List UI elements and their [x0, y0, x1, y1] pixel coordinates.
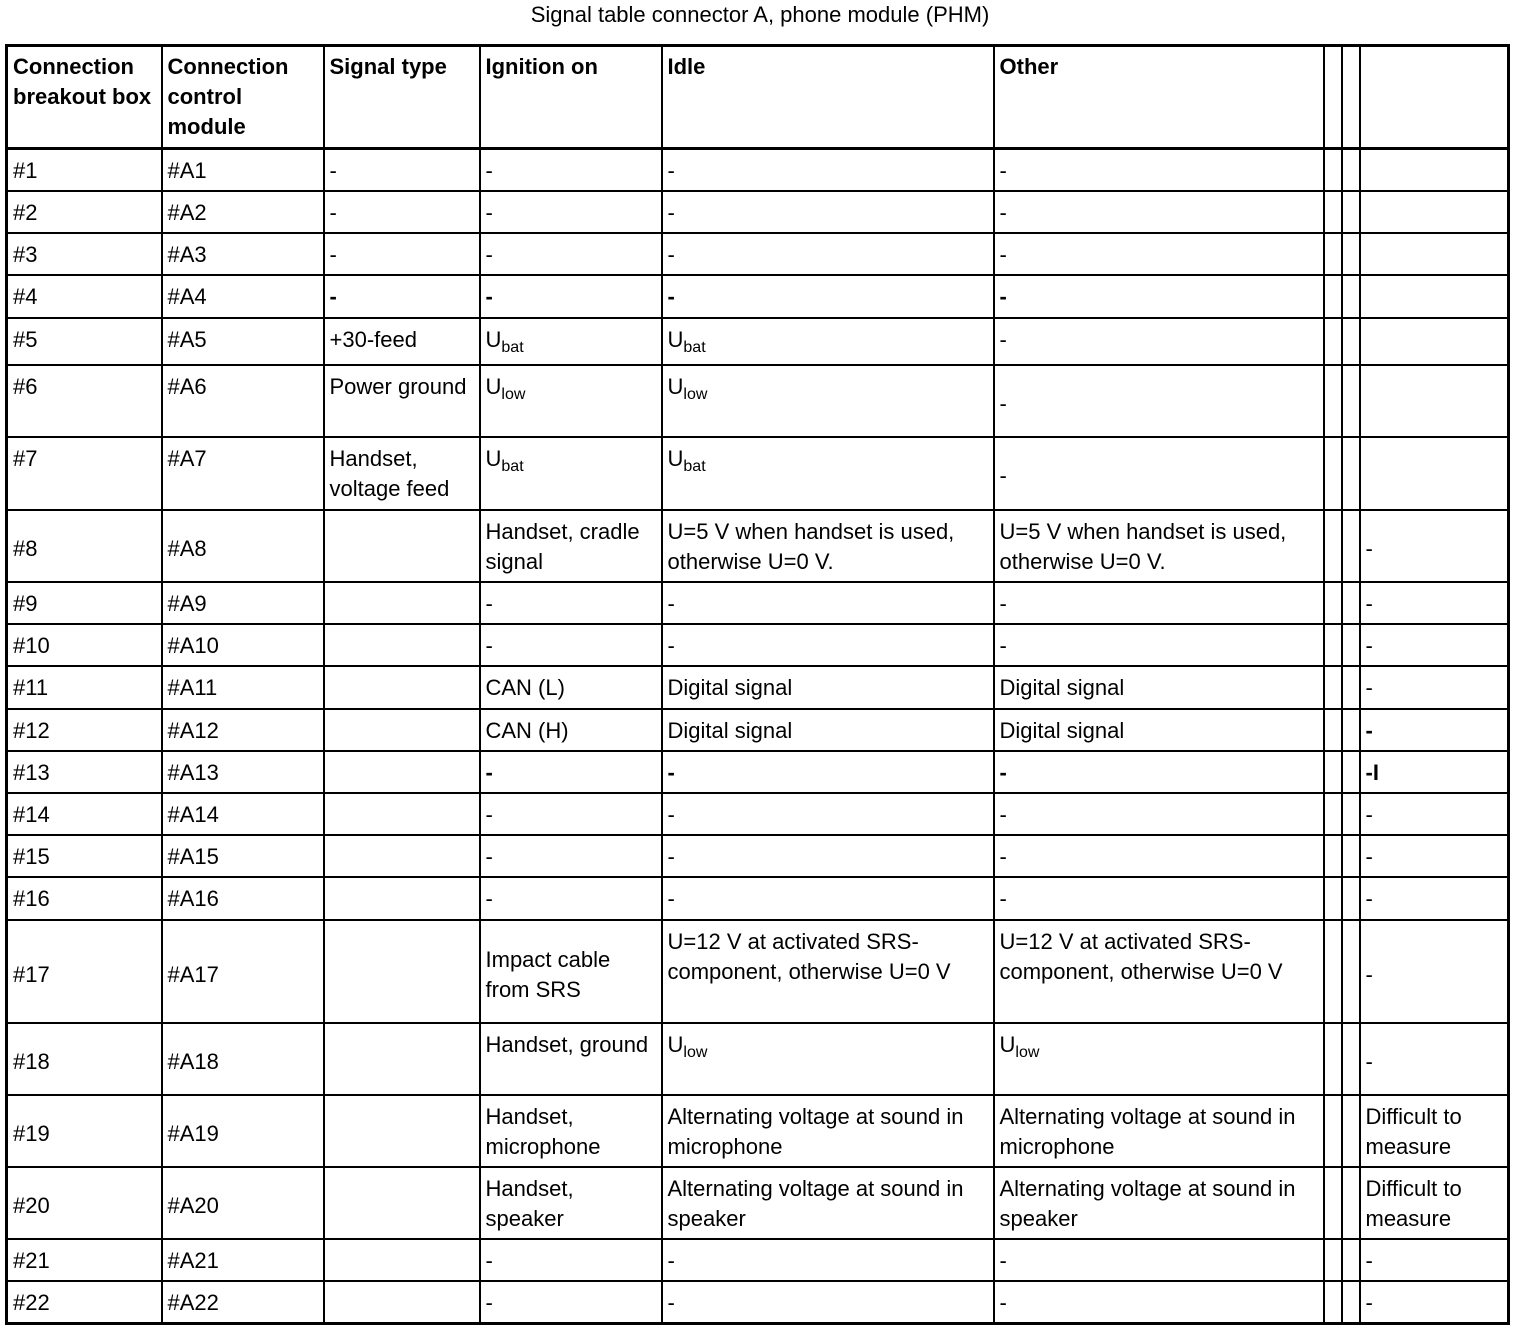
- header-ignition-on: Ignition on: [480, 46, 662, 149]
- cell-ignition-on: Handset, ground: [480, 1023, 662, 1095]
- cell-idle: Digital signal: [662, 666, 994, 709]
- cell-extra-2: [1342, 1239, 1360, 1281]
- cell-extra-2: [1342, 920, 1360, 1022]
- cell-ignition-on: -: [480, 1281, 662, 1323]
- cell-control-module: #A3: [162, 233, 324, 275]
- table-row: [7, 149, 1509, 191]
- cell-idle: [662, 318, 994, 365]
- cell-extra-2: [1342, 624, 1360, 666]
- cell-other: -: [994, 751, 1324, 793]
- cell-other: Alternating voltage at sound in speaker: [994, 1167, 1324, 1239]
- cell-extra-1: [1324, 1281, 1342, 1323]
- cell-idle: -: [662, 149, 994, 191]
- cell-breakout-box: #22: [7, 1281, 162, 1323]
- cell-breakout-box: #12: [7, 709, 162, 751]
- cell-other: -: [994, 1239, 1324, 1281]
- table-row: [7, 877, 1509, 920]
- cell-extra-1: [1324, 582, 1342, 624]
- cell-ignition-on: -: [480, 751, 662, 793]
- cell-control-module: #A12: [162, 709, 324, 751]
- cell-extra-1: [1324, 793, 1342, 835]
- cell-control-module: #A4: [162, 275, 324, 318]
- cell-extra-1: [1324, 877, 1342, 920]
- cell-signal-type: [324, 835, 480, 877]
- cell-other: -: [994, 793, 1324, 835]
- cell-signal-type: +30-feed: [324, 318, 480, 365]
- cell-extra-3: [1360, 149, 1509, 191]
- cell-control-module: #A21: [162, 1239, 324, 1281]
- header-extra-2: [1342, 46, 1360, 149]
- voltage-symbol: U: [667, 327, 684, 353]
- cell-extra-1: [1324, 437, 1342, 509]
- cell-control-module: #A10: [162, 624, 324, 666]
- cell-breakout-box: #10: [7, 624, 162, 666]
- cell-other: -: [994, 233, 1324, 275]
- table-row: [7, 1023, 1509, 1095]
- cell-signal-type: [324, 920, 480, 1022]
- table-row: [7, 709, 1509, 751]
- cell-signal-type: [324, 1023, 480, 1095]
- cell-breakout-box: #1: [7, 149, 162, 191]
- voltage-symbol: U: [485, 327, 502, 353]
- cell-extra-2: [1342, 149, 1360, 191]
- table-row: [7, 835, 1509, 877]
- cell-breakout-box: #17: [7, 920, 162, 1022]
- voltage-symbol: U: [667, 446, 684, 472]
- cell-extra-3: -: [1360, 709, 1509, 751]
- cell-other: -: [994, 877, 1324, 920]
- cell-signal-type: [324, 666, 480, 709]
- cell-breakout-box: #14: [7, 793, 162, 835]
- cell-other: Digital signal: [994, 709, 1324, 751]
- cell-extra-3: -: [1360, 835, 1509, 877]
- cell-ignition-on: -: [480, 877, 662, 920]
- cell-extra-1: [1324, 1239, 1342, 1281]
- cell-extra-2: [1342, 318, 1360, 365]
- cell-extra-2: [1342, 835, 1360, 877]
- cell-breakout-box: #2: [7, 191, 162, 233]
- cell-extra-2: [1342, 191, 1360, 233]
- cell-control-module: #A15: [162, 835, 324, 877]
- cell-breakout-box: #4: [7, 275, 162, 318]
- cell-signal-type: Handset, voltage feed: [324, 437, 480, 509]
- voltage-subscript: bat: [501, 339, 524, 357]
- cell-other: -: [994, 149, 1324, 191]
- cell-control-module: #A9: [162, 582, 324, 624]
- cell-extra-3: [1360, 275, 1509, 318]
- signal-table: [5, 44, 1510, 1325]
- voltage-symbol: U: [667, 374, 684, 400]
- cell-breakout-box: #5: [7, 318, 162, 365]
- cell-extra-2: [1342, 1023, 1360, 1095]
- cell-ignition-on: CAN (H): [480, 709, 662, 751]
- cell-ignition-on: CAN (L): [480, 666, 662, 709]
- table-row: [7, 920, 1509, 1022]
- cell-other: -: [994, 624, 1324, 666]
- cell-control-module: #A7: [162, 437, 324, 509]
- cell-breakout-box: #18: [7, 1023, 162, 1095]
- cell-other: U=12 V at activated SRS-component, otherwise U=0 V: [994, 920, 1324, 1022]
- cell-extra-3: -: [1360, 920, 1509, 1022]
- cell-extra-2: [1342, 793, 1360, 835]
- cell-extra-1: [1324, 624, 1342, 666]
- cell-other: -: [994, 582, 1324, 624]
- cell-idle: [662, 365, 994, 437]
- header-control-module: Connection control module: [162, 46, 324, 149]
- cell-idle: -: [662, 624, 994, 666]
- cell-control-module: #A1: [162, 149, 324, 191]
- cell-control-module: #A11: [162, 666, 324, 709]
- voltage-subscript: bat: [501, 458, 524, 476]
- cell-extra-1: [1324, 920, 1342, 1022]
- cell-signal-type: Power ground: [324, 365, 480, 437]
- table-row: [7, 751, 1509, 793]
- cell-ignition-on: [480, 437, 662, 509]
- voltage-subscript: bat: [683, 458, 706, 476]
- table-row: [7, 318, 1509, 365]
- cell-extra-2: [1342, 877, 1360, 920]
- cell-other: U=5 V when handset is used, otherwise U=0 V.: [994, 510, 1324, 582]
- cell-extra-3: [1360, 365, 1509, 437]
- cell-extra-2: [1342, 275, 1360, 318]
- cell-signal-type: [324, 1095, 480, 1167]
- voltage-subscript: low: [501, 386, 526, 404]
- cell-extra-3: [1360, 318, 1509, 365]
- cell-breakout-box: #15: [7, 835, 162, 877]
- cell-ignition-on: -: [480, 793, 662, 835]
- page-title: Signal table connector A, phone module (PHM): [530, 2, 990, 27]
- cell-extra-2: [1342, 510, 1360, 582]
- cell-extra-3: [1360, 191, 1509, 233]
- cell-extra-2: [1342, 666, 1360, 709]
- voltage-subscript: bat: [683, 339, 706, 357]
- cell-idle: U=5 V when handset is used, otherwise U=0 V.: [662, 510, 994, 582]
- cell-extra-1: [1324, 1167, 1342, 1239]
- cell-control-module: #A8: [162, 510, 324, 582]
- cell-control-module: #A13: [162, 751, 324, 793]
- cell-extra-2: [1342, 233, 1360, 275]
- cell-idle: -: [662, 1281, 994, 1323]
- cell-control-module: #A5: [162, 318, 324, 365]
- cell-idle: -: [662, 877, 994, 920]
- cell-extra-2: [1342, 582, 1360, 624]
- cell-ignition-on: -: [480, 835, 662, 877]
- cell-control-module: #A17: [162, 920, 324, 1022]
- cell-extra-1: [1324, 510, 1342, 582]
- cell-ignition-on: -: [480, 275, 662, 318]
- cell-extra-3: Difficult to measure: [1360, 1167, 1509, 1239]
- cell-extra-1: [1324, 666, 1342, 709]
- cell-control-module: #A22: [162, 1281, 324, 1323]
- cell-idle: -: [662, 191, 994, 233]
- cell-ignition-on: Impact cable from SRS: [480, 920, 662, 1022]
- cell-idle: [662, 437, 994, 509]
- cell-extra-3: -: [1360, 666, 1509, 709]
- cell-idle: -: [662, 275, 994, 318]
- header-extra-1: [1324, 46, 1342, 149]
- cell-ignition-on: -: [480, 149, 662, 191]
- table-row: [7, 510, 1509, 582]
- cell-ignition-on: Handset, cradle signal: [480, 510, 662, 582]
- voltage-subscript: low: [1015, 1043, 1040, 1061]
- cell-extra-1: [1324, 233, 1342, 275]
- cell-extra-3: -: [1360, 582, 1509, 624]
- table-row: [7, 191, 1509, 233]
- cell-signal-type: -: [324, 191, 480, 233]
- cell-idle: U=12 V at activated SRS-component, otherwise U=0 V: [662, 920, 994, 1022]
- cell-extra-1: [1324, 275, 1342, 318]
- cell-extra-3: [1360, 437, 1509, 509]
- cell-extra-1: [1324, 191, 1342, 233]
- cell-signal-type: [324, 751, 480, 793]
- table-row: [7, 233, 1509, 275]
- cell-other: Digital signal: [994, 666, 1324, 709]
- cell-extra-3: -: [1360, 1281, 1509, 1323]
- cell-other: -: [994, 365, 1324, 437]
- table-row: [7, 275, 1509, 318]
- cell-breakout-box: #20: [7, 1167, 162, 1239]
- cell-extra-1: [1324, 365, 1342, 437]
- cell-ignition-on: -: [480, 233, 662, 275]
- cell-extra-3: -: [1360, 1239, 1509, 1281]
- cell-breakout-box: #3: [7, 233, 162, 275]
- cell-ignition-on: -: [480, 582, 662, 624]
- cell-extra-2: [1342, 1095, 1360, 1167]
- cell-extra-2: [1342, 709, 1360, 751]
- cell-ignition-on: [480, 365, 662, 437]
- cell-breakout-box: #7: [7, 437, 162, 509]
- cell-extra-2: [1342, 437, 1360, 509]
- cell-other: -: [994, 835, 1324, 877]
- table-row: [7, 793, 1509, 835]
- cell-ignition-on: -: [480, 624, 662, 666]
- cell-signal-type: -: [324, 149, 480, 191]
- cell-breakout-box: #8: [7, 510, 162, 582]
- cell-breakout-box: #9: [7, 582, 162, 624]
- cell-signal-type: [324, 1167, 480, 1239]
- cell-idle: Alternating voltage at sound in speaker: [662, 1167, 994, 1239]
- cell-control-module: #A6: [162, 365, 324, 437]
- cell-control-module: #A19: [162, 1095, 324, 1167]
- cell-idle: Alternating voltage at sound in microphone: [662, 1095, 994, 1167]
- cell-extra-1: [1324, 149, 1342, 191]
- cell-other: -: [994, 191, 1324, 233]
- cell-idle: -: [662, 835, 994, 877]
- cell-other: -: [994, 318, 1324, 365]
- cell-other: -: [994, 275, 1324, 318]
- voltage-subscript: low: [683, 386, 708, 404]
- cell-ignition-on: -: [480, 191, 662, 233]
- cell-ignition-on: Handset, speaker: [480, 1167, 662, 1239]
- cell-idle: -: [662, 582, 994, 624]
- cell-extra-3: -: [1360, 877, 1509, 920]
- cell-idle: -: [662, 233, 994, 275]
- voltage-symbol: U: [667, 1031, 684, 1057]
- cell-signal-type: [324, 1239, 480, 1281]
- cell-extra-3: -: [1360, 793, 1509, 835]
- cell-signal-type: [324, 510, 480, 582]
- cell-signal-type: [324, 793, 480, 835]
- cell-control-module: #A20: [162, 1167, 324, 1239]
- cell-extra-2: [1342, 365, 1360, 437]
- cell-extra-1: [1324, 1095, 1342, 1167]
- cell-idle: -: [662, 793, 994, 835]
- cell-extra-2: [1342, 1281, 1360, 1323]
- voltage-subscript: low: [683, 1043, 708, 1061]
- cell-extra-3: -I: [1360, 751, 1509, 793]
- table-row: [7, 624, 1509, 666]
- cell-other: Alternating voltage at sound in microphone: [994, 1095, 1324, 1167]
- voltage-symbol: U: [485, 446, 502, 472]
- cell-breakout-box: #16: [7, 877, 162, 920]
- cell-control-module: #A16: [162, 877, 324, 920]
- cell-extra-2: [1342, 751, 1360, 793]
- cell-idle: -: [662, 1239, 994, 1281]
- table-row: [7, 1167, 1509, 1239]
- cell-breakout-box: #21: [7, 1239, 162, 1281]
- cell-extra-3: Difficult to measure: [1360, 1095, 1509, 1167]
- header-breakout-box: Connection breakout box: [7, 46, 162, 149]
- table-row: [7, 1281, 1509, 1323]
- cell-extra-1: [1324, 318, 1342, 365]
- cell-breakout-box: #6: [7, 365, 162, 437]
- table-row: [7, 437, 1509, 509]
- cell-extra-2: [1342, 1167, 1360, 1239]
- cell-other: -: [994, 437, 1324, 509]
- cell-signal-type: [324, 582, 480, 624]
- cell-extra-1: [1324, 1023, 1342, 1095]
- cell-control-module: #A14: [162, 793, 324, 835]
- cell-extra-3: -: [1360, 1023, 1509, 1095]
- cell-ignition-on: [480, 318, 662, 365]
- cell-ignition-on: Handset, microphone: [480, 1095, 662, 1167]
- table-row: [7, 666, 1509, 709]
- header-extra-3: [1360, 46, 1509, 149]
- cell-signal-type: [324, 709, 480, 751]
- voltage-symbol: U: [485, 374, 502, 400]
- cell-extra-1: [1324, 709, 1342, 751]
- header-signal-type: Signal type: [324, 46, 480, 149]
- cell-control-module: #A18: [162, 1023, 324, 1095]
- cell-idle: Digital signal: [662, 709, 994, 751]
- cell-signal-type: [324, 877, 480, 920]
- cell-other: -: [994, 1281, 1324, 1323]
- cell-signal-type: [324, 1281, 480, 1323]
- cell-ignition-on: -: [480, 1239, 662, 1281]
- table-row: [7, 1095, 1509, 1167]
- cell-breakout-box: #11: [7, 666, 162, 709]
- cell-extra-3: -: [1360, 624, 1509, 666]
- cell-idle: [662, 1023, 994, 1095]
- cell-extra-3: -: [1360, 510, 1509, 582]
- cell-breakout-box: #19: [7, 1095, 162, 1167]
- cell-signal-type: [324, 624, 480, 666]
- cell-signal-type: -: [324, 233, 480, 275]
- table-row: [7, 582, 1509, 624]
- cell-breakout-box: #13: [7, 751, 162, 793]
- voltage-symbol: U: [999, 1031, 1016, 1057]
- cell-idle: -: [662, 751, 994, 793]
- cell-extra-1: [1324, 835, 1342, 877]
- header-row: [7, 46, 1509, 149]
- header-other: Other: [994, 46, 1324, 149]
- cell-control-module: #A2: [162, 191, 324, 233]
- header-idle: Idle: [662, 46, 994, 149]
- table-row: [7, 1239, 1509, 1281]
- cell-extra-1: [1324, 751, 1342, 793]
- cell-other: [994, 1023, 1324, 1095]
- cell-extra-3: [1360, 233, 1509, 275]
- cell-signal-type: -: [324, 275, 480, 318]
- table-row: [7, 365, 1509, 437]
